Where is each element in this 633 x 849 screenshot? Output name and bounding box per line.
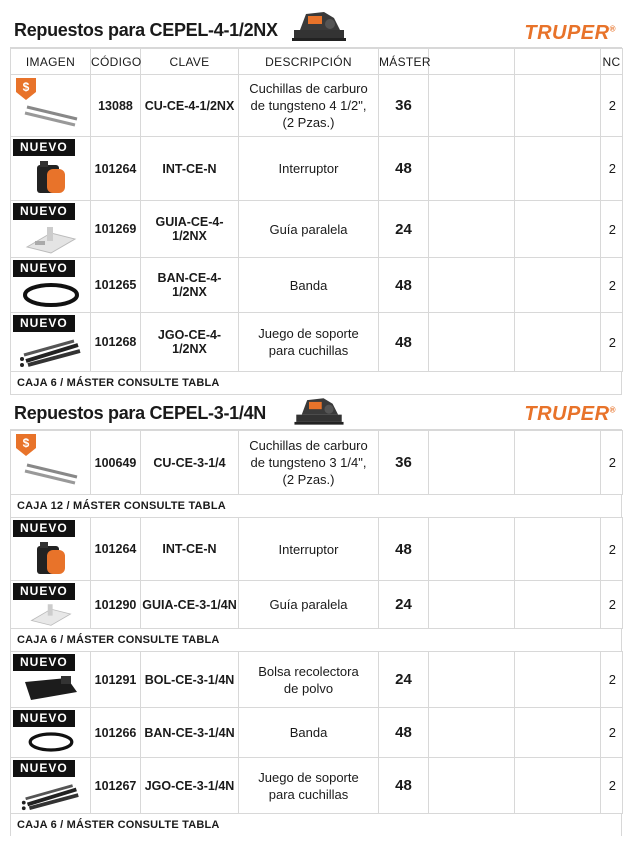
blank-cell — [515, 75, 601, 137]
product-key: JGO-CE-4-1/2NX — [141, 313, 239, 372]
new-badge: NUEVO — [13, 760, 75, 777]
product-key: INT-CE-N — [141, 518, 239, 581]
dust-bag-icon — [21, 672, 81, 704]
product-image-cell — [11, 313, 91, 372]
product-nc: 2 — [601, 75, 623, 137]
box-note: CAJA 6 / MÁSTER CONSULTE TABLA — [10, 372, 622, 394]
table-row — [11, 75, 623, 137]
blank-cell — [429, 652, 515, 708]
price-tag-icon — [16, 434, 36, 456]
product-description: Guía paralela — [239, 581, 379, 629]
product-master: 48 — [379, 313, 429, 372]
header-imagen: IMAGEN — [11, 49, 91, 75]
new-badge: NUEVO — [13, 583, 75, 600]
new-badge: NUEVO — [13, 520, 75, 537]
section-header — [10, 394, 622, 430]
product-master: 48 — [379, 708, 429, 758]
product-description: Banda — [239, 708, 379, 758]
new-badge: NUEVO — [13, 260, 75, 277]
product-nc: 2 — [601, 258, 623, 313]
table-row — [11, 431, 623, 495]
new-badge: NUEVO — [13, 315, 75, 332]
blank-cell — [429, 431, 515, 495]
new-badge: NUEVO — [13, 139, 75, 156]
blades-icon — [21, 455, 81, 489]
product-key: BAN-CE-3-1/4N — [141, 708, 239, 758]
header-master: MÁSTER — [379, 49, 429, 75]
blank-cell — [515, 652, 601, 708]
product-master: 48 — [379, 258, 429, 313]
brand-logo: TRUPER® — [524, 403, 616, 425]
product-nc: 2 — [601, 431, 623, 495]
product-key: GUIA-CE-4-1/2NX — [141, 201, 239, 258]
product-image-cell — [11, 581, 91, 629]
new-badge: NUEVO — [13, 203, 75, 220]
product-description: Interruptor — [239, 137, 379, 201]
blank-cell — [515, 708, 601, 758]
svg-text:$: $ — [22, 436, 30, 450]
header-codigo: CÓDIGO — [91, 49, 141, 75]
product-description: Banda — [239, 258, 379, 313]
blade-holder-icon — [20, 780, 82, 812]
product-key: GUIA-CE-3-1/4N — [141, 581, 239, 629]
brand-logo: TRUPER® — [524, 22, 616, 44]
blank-cell — [515, 258, 601, 313]
product-code: 101291 — [91, 652, 141, 708]
product-code: 101269 — [91, 201, 141, 258]
blank-cell — [429, 75, 515, 137]
blank-cell — [515, 518, 601, 581]
product-key: CU-CE-3-1/4 — [141, 431, 239, 495]
blade-holder-icon — [18, 335, 84, 369]
product-image-cell — [11, 137, 91, 201]
table-row — [11, 201, 623, 258]
table-row — [11, 758, 623, 814]
product-code: 100649 — [91, 431, 141, 495]
blank-cell — [429, 201, 515, 258]
table-row — [11, 313, 623, 372]
guide-icon — [21, 223, 81, 255]
product-master: 48 — [379, 758, 429, 814]
product-description: Juego de soporte para cuchillas — [239, 313, 379, 372]
product-nc: 2 — [601, 652, 623, 708]
table-row — [11, 581, 623, 629]
product-description: Bolsa recolectora de polvo — [239, 652, 379, 708]
table-row — [11, 137, 623, 201]
product-key: BAN-CE-4-1/2NX — [141, 258, 239, 313]
product-nc: 2 — [601, 581, 623, 629]
product-master: 36 — [379, 75, 429, 137]
parts-table — [10, 430, 623, 495]
product-key: INT-CE-N — [141, 137, 239, 201]
switch-icon — [31, 159, 71, 197]
table-row — [11, 652, 623, 708]
header-descripcion: DESCRIPCIÓN — [239, 49, 379, 75]
box-note: CAJA 12 / MÁSTER CONSULTE TABLA — [10, 495, 622, 517]
product-master: 48 — [379, 137, 429, 201]
header-blank-2 — [515, 49, 601, 75]
switch-icon — [31, 540, 71, 578]
product-nc: 2 — [601, 201, 623, 258]
product-master: 24 — [379, 581, 429, 629]
header-nc: NC — [601, 49, 623, 75]
blank-cell — [429, 581, 515, 629]
blank-cell — [429, 708, 515, 758]
section-title: Repuestos para CEPEL-3-1/4N — [14, 403, 266, 423]
product-master: 36 — [379, 431, 429, 495]
product-image-cell — [11, 758, 91, 814]
parts-table — [10, 48, 623, 372]
product-image-cell — [11, 258, 91, 313]
product-code: 13088 — [91, 75, 141, 137]
product-master: 24 — [379, 201, 429, 258]
header-clave: CLAVE — [141, 49, 239, 75]
product-key: JGO-CE-3-1/4N — [141, 758, 239, 814]
product-code: 101267 — [91, 758, 141, 814]
product-code: 101264 — [91, 518, 141, 581]
blank-cell — [429, 758, 515, 814]
table-header-row — [11, 49, 623, 75]
svg-text:$: $ — [22, 80, 30, 94]
section-header — [10, 0, 622, 48]
product-nc: 2 — [601, 313, 623, 372]
product-nc: 2 — [601, 708, 623, 758]
parts-table — [10, 651, 623, 814]
table-row — [11, 708, 623, 758]
table-row — [11, 518, 623, 581]
product-description: Cuchillas de carburo de tungsteno 3 1/4", (2 Pzas.) — [239, 431, 379, 495]
blank-cell — [515, 581, 601, 629]
box-note: CAJA 6 / MÁSTER CONSULTE TABLA — [10, 814, 622, 836]
section-title: Repuestos para CEPEL-4-1/2NX — [14, 20, 278, 40]
product-key: CU-CE-4-1/2NX — [141, 75, 239, 137]
product-nc: 2 — [601, 137, 623, 201]
blank-cell — [515, 431, 601, 495]
product-image-cell — [11, 652, 91, 708]
new-badge: NUEVO — [13, 654, 75, 671]
parts-table — [10, 517, 623, 629]
product-image-cell — [11, 708, 91, 758]
product-nc: 2 — [601, 518, 623, 581]
planer-product-icon — [290, 4, 348, 48]
belt-icon — [21, 280, 81, 310]
product-nc: 2 — [601, 758, 623, 814]
product-master: 24 — [379, 652, 429, 708]
blank-cell — [515, 758, 601, 814]
planer-product-icon — [290, 391, 348, 431]
blank-cell — [429, 313, 515, 372]
product-description: Cuchillas de carburo de tungsteno 4 1/2", (2 Pzas.) — [239, 75, 379, 137]
product-image-cell — [11, 201, 91, 258]
blank-cell — [429, 137, 515, 201]
header-blank-1 — [429, 49, 515, 75]
blank-cell — [515, 313, 601, 372]
catalog-page — [10, 0, 622, 836]
product-master: 48 — [379, 518, 429, 581]
blank-cell — [429, 518, 515, 581]
blank-cell — [515, 137, 601, 201]
product-code: 101264 — [91, 137, 141, 201]
product-key: BOL-CE-3-1/4N — [141, 652, 239, 708]
blades-icon — [21, 97, 81, 131]
guide-icon — [26, 601, 76, 627]
product-code: 101265 — [91, 258, 141, 313]
belt-icon — [23, 730, 79, 754]
product-description: Juego de soporte para cuchillas — [239, 758, 379, 814]
product-description: Guía paralela — [239, 201, 379, 258]
blank-cell — [515, 201, 601, 258]
product-image-cell — [11, 431, 91, 495]
product-description: Interruptor — [239, 518, 379, 581]
product-code: 101266 — [91, 708, 141, 758]
blank-cell — [429, 258, 515, 313]
product-image-cell — [11, 518, 91, 581]
product-code: 101290 — [91, 581, 141, 629]
table-row — [11, 258, 623, 313]
product-image-cell — [11, 75, 91, 137]
box-note: CAJA 6 / MÁSTER CONSULTE TABLA — [10, 629, 622, 651]
new-badge: NUEVO — [13, 710, 75, 727]
product-code: 101268 — [91, 313, 141, 372]
